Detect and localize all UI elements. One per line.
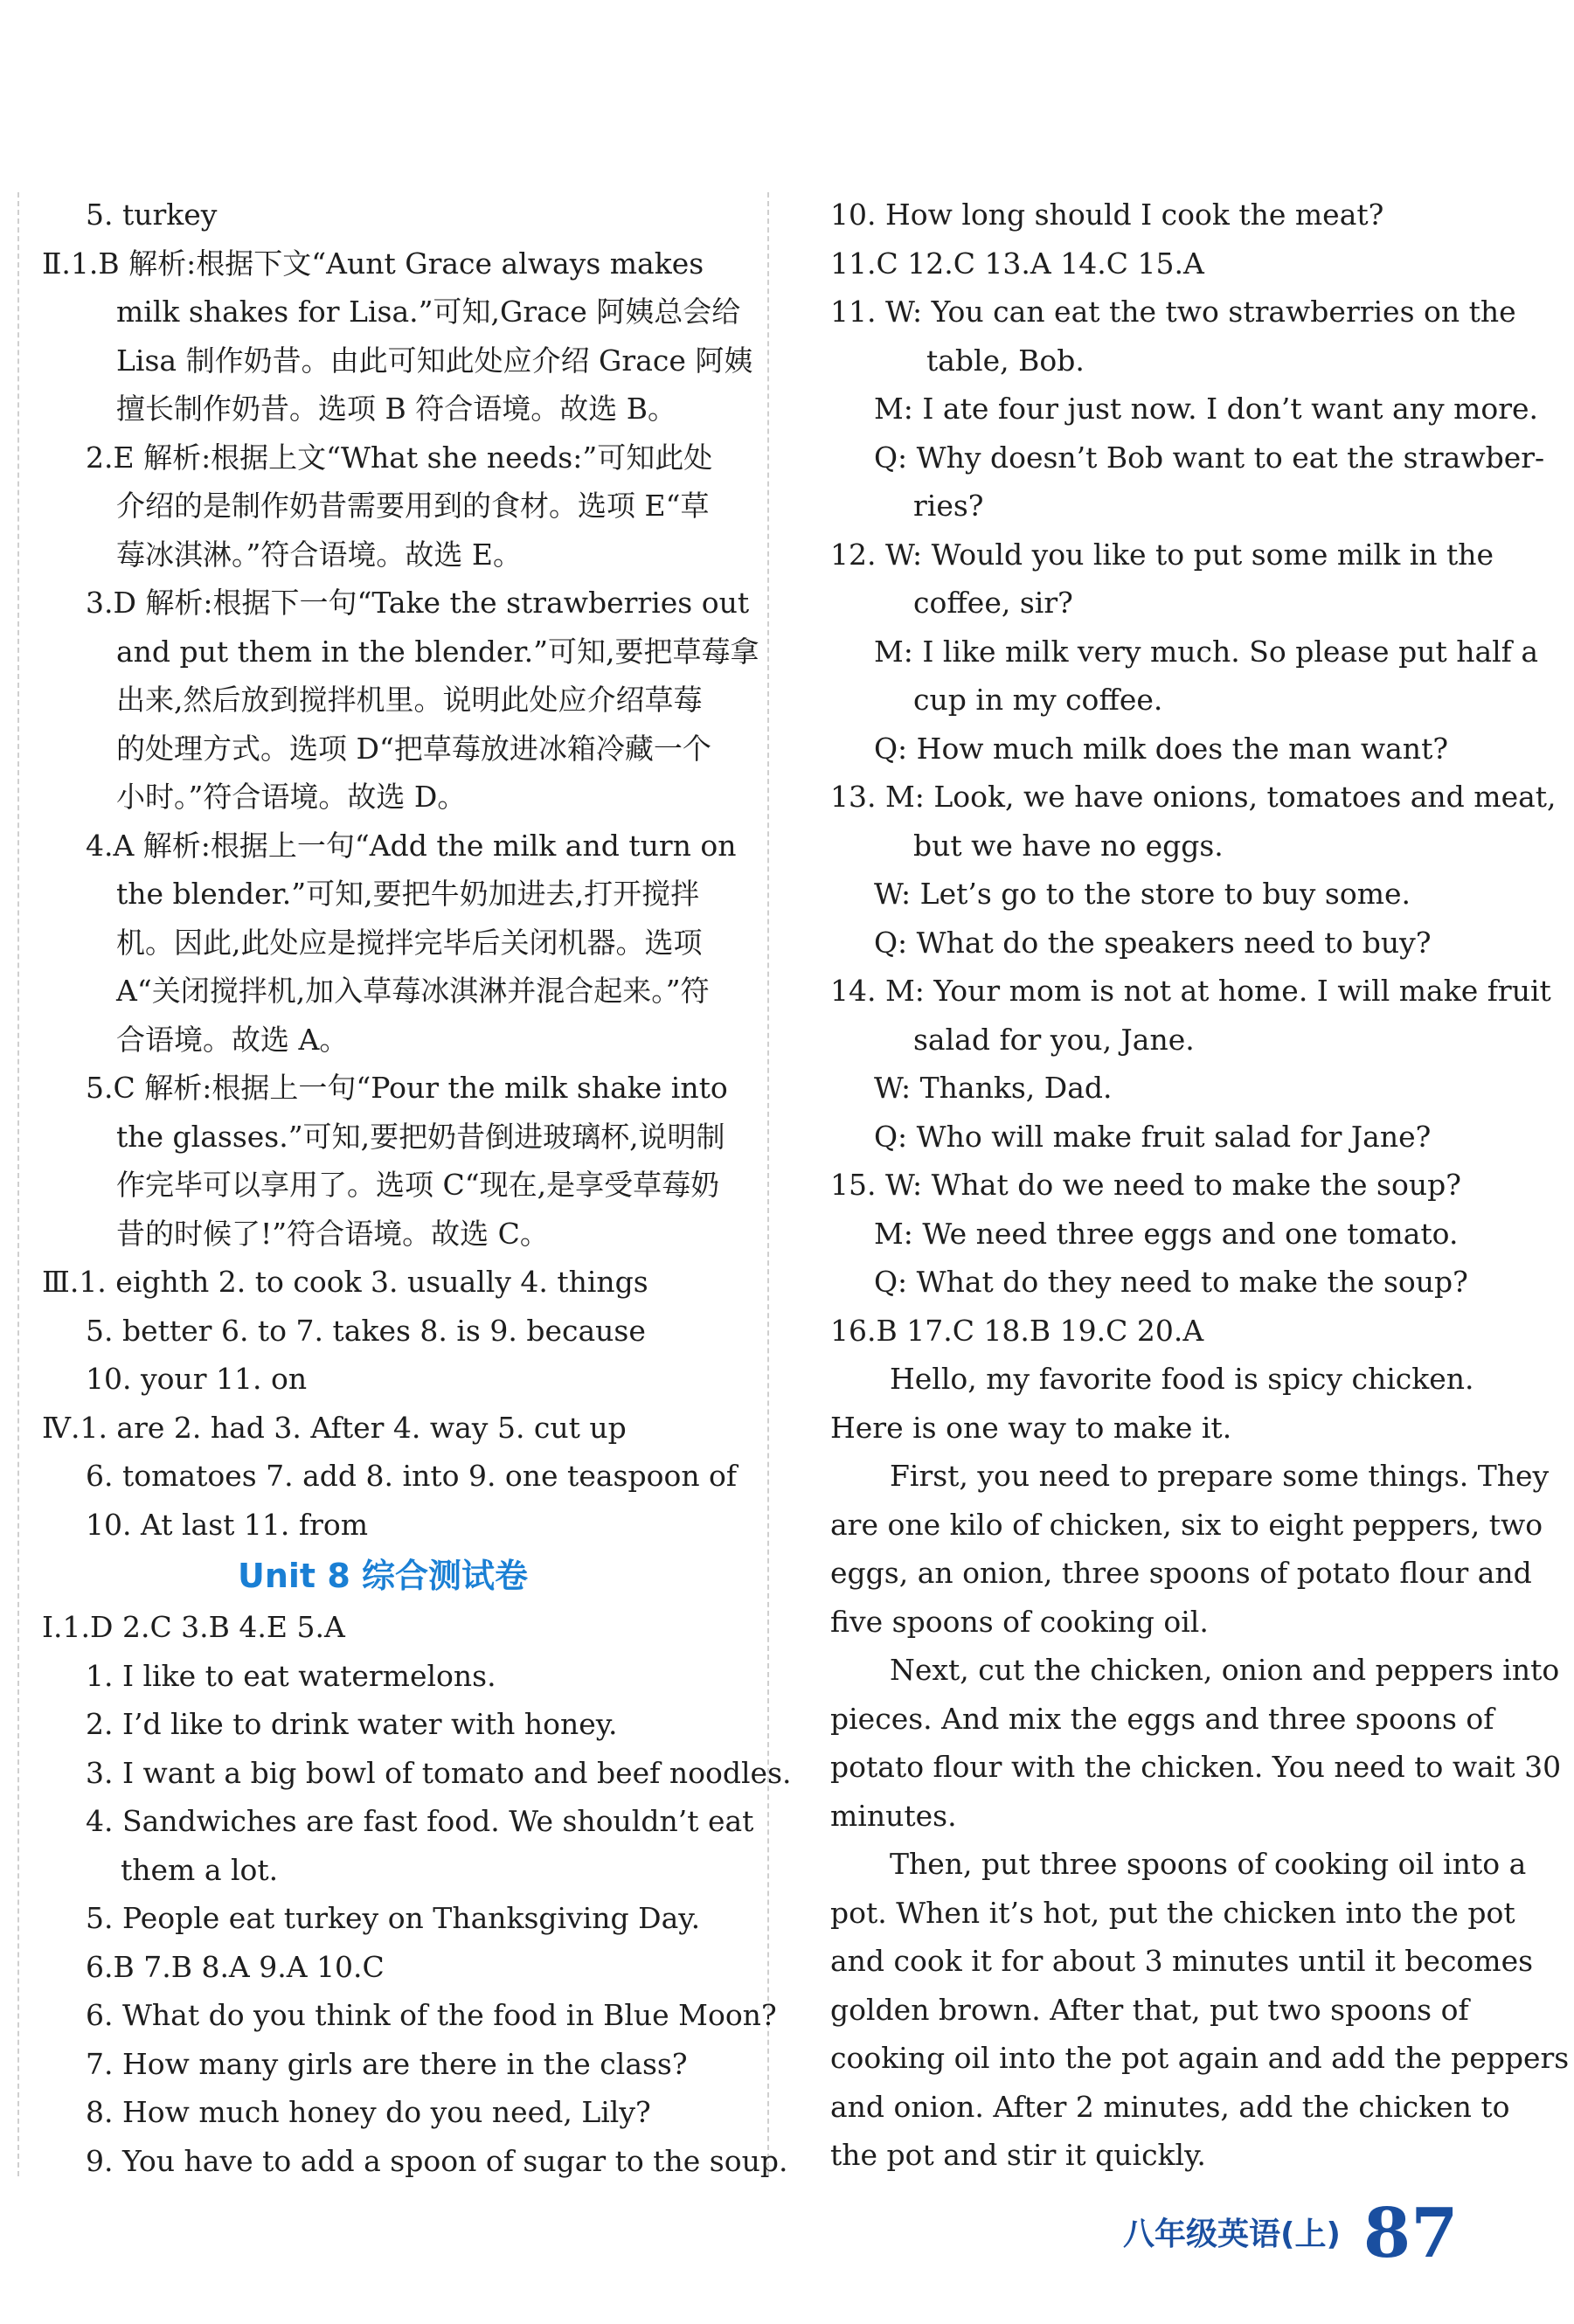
text-line: 6. What do you think of the food in Blue Moon? — [86, 1998, 777, 2032]
text-line: potato flour with the chicken. You need to wait 30 — [830, 1750, 1562, 1784]
text-line: Then, put three spoons of cooking oil into a — [890, 1847, 1527, 1881]
text-line: cooking oil into the pot again and add the peppers — [830, 2041, 1570, 2075]
text-line: Next, cut the chicken, onion and peppers into — [890, 1653, 1560, 1687]
text-line: Q: Why doesn’t Bob want to eat the strawber- — [874, 440, 1545, 475]
text-line: pieces. And mix the eggs and three spoons of — [830, 1701, 1494, 1736]
text-line: the blender.”可知,要把牛奶加进去,打开搅拌 — [116, 877, 700, 911]
right-column — [830, 191, 1570, 2180]
text-line: Q: How much milk does the man want? — [874, 731, 1449, 766]
text-line: 3. I want a big bowl of tomato and beef noodles. — [86, 1755, 792, 1790]
text-line: table, Bob. — [926, 343, 1085, 378]
text-line: but we have no eggs. — [913, 828, 1224, 863]
text-line: 6. tomatoes 7. add 8. into 9. one teaspoon of — [86, 1459, 738, 1493]
text-line: minutes. — [830, 1798, 957, 1833]
text-line: Lisa 制作奶昔。由此可知此处应介绍 Grace 阿姨 — [116, 343, 753, 378]
section-title: Unit 8 综合测试卷 — [238, 1557, 528, 1595]
text-line: 4.A 解析:根据上一句“Add the milk and turn on — [86, 828, 737, 863]
text-line: Ⅲ.1. eighth 2. to cook 3. usually 4. things — [42, 1265, 648, 1299]
text-line: and onion. After 2 minutes, add the chicken to — [830, 2089, 1510, 2124]
text-line: M: We need three eggs and one tomato. — [874, 1216, 1459, 1251]
text-line: W: Let’s go to the store to buy some. — [874, 877, 1411, 911]
text-line: 昔的时候了!”符合语境。故选 C。 — [116, 1216, 549, 1251]
text-line: pot. When it’s hot, put the chicken into the pot — [830, 1895, 1515, 1930]
text-line: 介绍的是制作奶昔需要用到的食材。选项 E“草 — [116, 489, 710, 523]
text-line: 机。因此,此处应是搅拌完毕后关闭机器。选项 — [116, 925, 703, 960]
text-line: Here is one way to make it. — [830, 1410, 1232, 1445]
text-line: five spoons of cooking oil. — [830, 1604, 1209, 1639]
left-column — [42, 191, 792, 2185]
text-line: 2.E 解析:根据上文“What she needs:”可知此处 — [86, 440, 713, 475]
text-line: M: I like milk very much. So please put half a — [874, 634, 1539, 669]
text-line: Ⅱ.1.B 解析:根据下文“Aunt Grace always makes — [42, 246, 704, 281]
text-line: 5. People eat turkey on Thanksgiving Day. — [86, 1901, 701, 1935]
text-line: 5. better 6. to 7. takes 8. is 9. because — [86, 1313, 646, 1348]
text-line: salad for you, Jane. — [913, 1022, 1195, 1057]
text-line: 莓冰淇淋。”符合语境。故选 E。 — [116, 537, 522, 572]
text-line: Ⅳ.1. are 2. had 3. After 4. way 5. cut up — [42, 1410, 627, 1445]
text-line: 13. M: Look, we have onions, tomatoes and meat, — [830, 780, 1557, 814]
text-line: golden brown. After that, put two spoons of — [830, 1992, 1469, 2027]
footer-label: 八年级英语(上) — [1123, 2216, 1341, 2252]
text-line: 出来,然后放到搅拌机里。说明此处应介绍草莓 — [116, 683, 703, 717]
text-line: Hello, my favorite food is spicy chicken. — [890, 1362, 1474, 1396]
text-line: M: I ate four just now. I don’t want any more. — [874, 392, 1539, 426]
text-line: Ⅰ.1.D 2.C 3.B 4.E 5.A — [42, 1610, 345, 1644]
text-line: Q: What do the speakers need to buy? — [874, 925, 1432, 960]
text-line: W: Thanks, Dad. — [874, 1071, 1113, 1105]
text-line: 2. I’d like to drink water with honey. — [86, 1707, 618, 1741]
text-line: coffee, sir? — [913, 586, 1073, 620]
text-line: are one kilo of chicken, six to eight peppers, two — [830, 1507, 1543, 1542]
text-line: 15. W: What do we need to make the soup? — [830, 1168, 1461, 1202]
text-line: 6.B 7.B 8.A 9.A 10.C — [86, 1949, 385, 1984]
text-line: Q: Who will make fruit salad for Jane? — [874, 1119, 1432, 1154]
text-line: milk shakes for Lisa.”可知,Grace 阿姨总会给 — [116, 295, 741, 329]
text-line: 擅长制作奶昔。选项 B 符合语境。故选 B。 — [116, 392, 676, 426]
text-line: 4. Sandwiches are fast food. We shouldn’t eat — [86, 1804, 754, 1838]
text-line: 11.C 12.C 13.A 14.C 15.A — [830, 246, 1204, 281]
page-footer — [1123, 2194, 1458, 2273]
text-line: 合语境。故选 A。 — [116, 1022, 349, 1057]
text-line: 8. How much honey do you need, Lily? — [86, 2095, 651, 2129]
text-line: 作完毕可以享用了。选项 C“现在,是享受草莓奶 — [116, 1168, 720, 1202]
text-line: Q: What do they need to make the soup? — [874, 1265, 1468, 1299]
text-line: 1. I like to eat watermelons. — [86, 1658, 496, 1693]
text-line: 的处理方式。选项 D“把草莓放进冰箱冷藏一个 — [116, 731, 711, 766]
text-line: them a lot. — [121, 1852, 279, 1887]
left-margin-divider — [17, 192, 19, 2176]
text-line: the glasses.”可知,要把奶昔倒进玻璃杯,说明制 — [116, 1119, 725, 1154]
text-line: 5. turkey — [86, 198, 218, 232]
text-line: 3.D 解析:根据下一句“Take the strawberries out — [86, 586, 750, 620]
text-line: cup in my coffee. — [913, 683, 1163, 717]
text-line: First, you need to prepare some things. They — [890, 1459, 1550, 1493]
text-line: ries? — [913, 489, 984, 523]
text-line: 10. At last 11. from — [86, 1507, 369, 1542]
text-line: 11. W: You can eat the two strawberries on the — [830, 295, 1516, 329]
text-line: 12. W: Would you like to put some milk in the — [830, 537, 1494, 572]
text-line: A“关闭搅拌机,加入草莓冰淇淋并混合起来。”符 — [116, 974, 710, 1008]
text-line: 16.B 17.C 18.B 19.C 20.A — [830, 1313, 1204, 1348]
text-line: 10. How long should I cook the meat? — [830, 198, 1384, 232]
text-line: 小时。”符合语境。故选 D。 — [116, 780, 467, 814]
text-line: 10. your 11. on — [86, 1362, 308, 1396]
page-number: 87 — [1363, 2194, 1459, 2273]
text-line: 9. You have to add a spoon of sugar to the soup. — [86, 2143, 788, 2178]
text-line: and cook it for about 3 minutes until it becomes — [830, 1944, 1534, 1978]
text-line: eggs, an onion, three spoons of potato flour and — [830, 1556, 1532, 1590]
text-line: 14. M: Your mom is not at home. I will make fruit — [830, 974, 1551, 1008]
column-divider — [767, 192, 769, 2176]
text-line: the pot and stir it quickly. — [830, 2138, 1206, 2172]
text-line: 7. How many girls are there in the class? — [86, 2046, 688, 2081]
text-line: 5.C 解析:根据上一句“Pour the milk shake into — [86, 1071, 728, 1105]
text-line: and put them in the blender.”可知,要把草莓拿 — [116, 634, 759, 669]
